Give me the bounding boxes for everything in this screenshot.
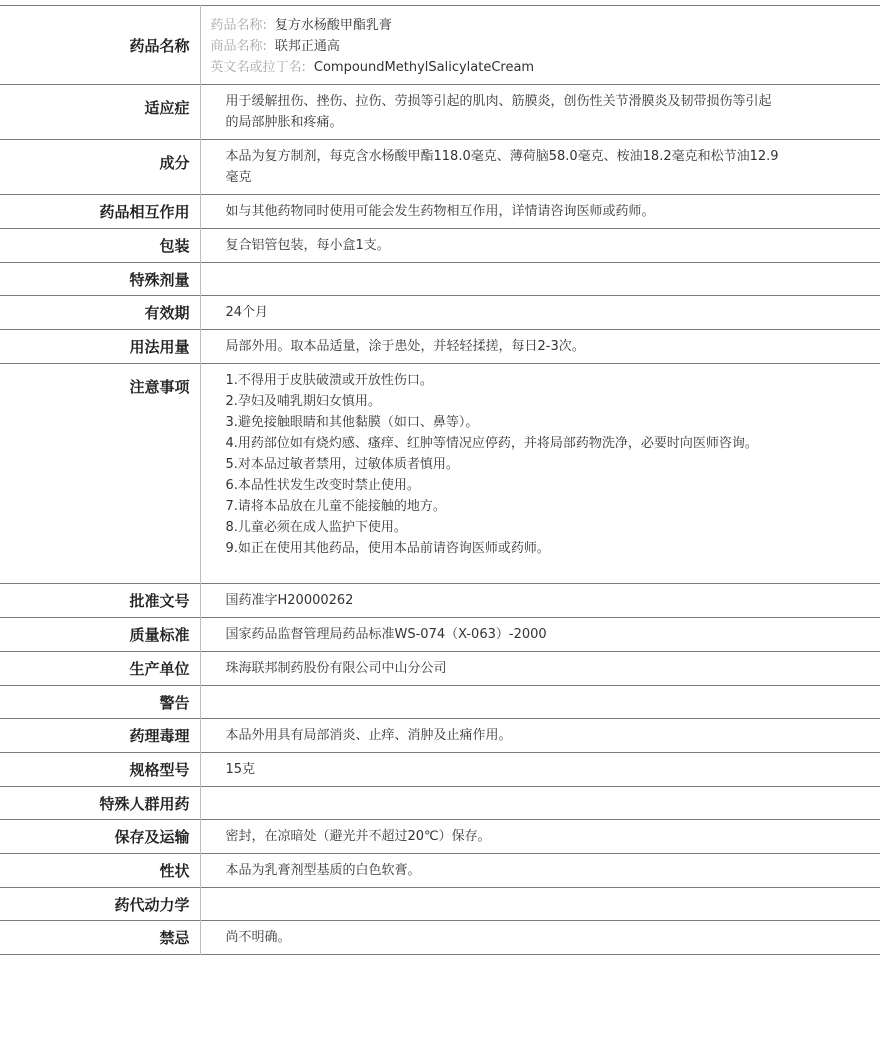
- drug-spec-table: [0, 5, 880, 955]
- row-interactions: [0, 195, 880, 229]
- row-value-precautions: [200, 364, 880, 584]
- row-value-storage: 密封，在凉暗处（避光并不超过20℃）保存。: [225, 829, 491, 844]
- row-storage: [0, 820, 880, 854]
- precaution-item: 8.儿童必须在成人监护下使用。: [225, 520, 407, 535]
- row-label-pharmacokinetics: 药代动力学: [0, 888, 200, 921]
- row-value-manufacturer: 珠海联邦制药股份有限公司中山分公司: [225, 661, 447, 676]
- row-label-quality-standard: 质量标准: [0, 618, 200, 652]
- precaution-item: 9.如正在使用其他药品，使用本品前请咨询医师或药师。: [225, 541, 550, 556]
- row-value-product-names: [200, 6, 880, 85]
- row-label-special-dosage: 特殊剂量: [0, 263, 200, 296]
- row-label-interactions: 药品相互作用: [0, 195, 200, 229]
- row-value-pharmacokinetics: [200, 888, 880, 921]
- precaution-item: 3.避免接触眼睛和其他黏膜（如口、鼻等）。: [225, 415, 479, 430]
- row-value-specification: 15克: [225, 762, 256, 777]
- row-value-ingredients: 本品为复方制剂，每克含水杨酸甲酯118.0毫克、薄荷脑58.0毫克、桉油18.2毫克和松节油12.9毫克: [225, 149, 779, 185]
- trade-name-line: [211, 36, 781, 57]
- generic-name-label: 药品名称:: [210, 18, 267, 33]
- row-value-contraindications: 尚不明确。: [225, 930, 291, 945]
- row-pharmacokinetics: [0, 888, 880, 921]
- row-manufacturer: [0, 652, 880, 686]
- row-label-product-names: 药品名称: [0, 6, 200, 85]
- row-precautions: [0, 364, 880, 584]
- row-value-special-populations: [200, 787, 880, 820]
- row-warning: [0, 686, 880, 719]
- row-label-contraindications: 禁忌: [0, 921, 200, 955]
- row-label-approval-number: 批准文号: [0, 584, 200, 618]
- row-shelf-life: [0, 296, 880, 330]
- precaution-item: 6.本品性状发生改变时禁止使用。: [225, 478, 420, 493]
- trade-name-value: 联邦正通高: [274, 39, 340, 54]
- row-label-pharmacology-toxicology: 药理毒理: [0, 719, 200, 753]
- row-quality-standard: [0, 618, 880, 652]
- row-approval-number: [0, 584, 880, 618]
- row-value-special-dosage: [200, 263, 880, 296]
- row-label-indications: 适应症: [0, 85, 200, 140]
- row-usage: [0, 330, 880, 364]
- precaution-item: 5.对本品过敏者禁用，过敏体质者慎用。: [225, 457, 459, 472]
- precaution-item: 7.请将本品放在儿童不能接触的地方。: [225, 499, 446, 514]
- precaution-item: 4.用药部位如有烧灼感、瘙痒、红肿等情况应停药，并将局部药物洗净，必要时向医师咨询。: [225, 436, 758, 451]
- row-label-usage: 用法用量: [0, 330, 200, 364]
- row-value-interactions: 如与其他药物同时使用可能会发生药物相互作用，详情请咨询医师或药师。: [225, 204, 655, 219]
- row-product-names: [0, 6, 880, 85]
- english-name-line: [211, 57, 781, 78]
- precaution-item: 1.不得用于皮肤破溃或开放性伤口。: [225, 373, 433, 388]
- row-label-manufacturer: 生产单位: [0, 652, 200, 686]
- row-value-appearance: 本品为乳膏剂型基质的白色软膏。: [225, 863, 421, 878]
- row-special-populations: [0, 787, 880, 820]
- english-name-value: CompoundMethylSalicylateCream: [313, 60, 535, 75]
- row-value-warning: [200, 686, 880, 719]
- row-ingredients: [0, 140, 880, 195]
- row-contraindications: [0, 921, 880, 955]
- precaution-item: 2.孕妇及哺乳期妇女慎用。: [225, 394, 381, 409]
- generic-name-value: 复方水杨酸甲酯乳膏: [274, 18, 392, 33]
- row-pharmacology-toxicology: [0, 719, 880, 753]
- trade-name-label: 商品名称:: [210, 39, 267, 54]
- row-specification: [0, 753, 880, 787]
- row-label-appearance: 性状: [0, 854, 200, 888]
- row-value-packaging: 复合铝管包装，每小盒1支。: [225, 238, 390, 253]
- row-special-dosage: [0, 263, 880, 296]
- row-label-packaging: 包装: [0, 229, 200, 263]
- english-name-label: 英文名或拉丁名:: [210, 60, 306, 75]
- row-label-shelf-life: 有效期: [0, 296, 200, 330]
- row-value-approval-number: 国药准字H20000262: [225, 593, 354, 608]
- row-label-ingredients: 成分: [0, 140, 200, 195]
- row-value-indications: 用于缓解扭伤、挫伤、拉伤、劳损等引起的肌肉、筋膜炎，创伤性关节滑膜炎及韧带损伤等引起的局部肿胀和疼痛。: [225, 94, 772, 130]
- row-label-storage: 保存及运输: [0, 820, 200, 854]
- generic-name-line: [211, 15, 781, 36]
- row-appearance: [0, 854, 880, 888]
- row-value-usage: 局部外用。取本品适量，涂于患处，并轻轻揉搓，每日2-3次。: [225, 339, 585, 354]
- row-packaging: [0, 229, 880, 263]
- row-value-quality-standard: 国家药品监督管理局药品标准WS-074（X-063）-2000: [225, 627, 547, 642]
- row-label-special-populations: 特殊人群用药: [0, 787, 200, 820]
- row-label-warning: 警告: [0, 686, 200, 719]
- row-indications: [0, 85, 880, 140]
- row-value-pharmacology-toxicology: 本品外用具有局部消炎、止痒、消肿及止痛作用。: [225, 728, 512, 743]
- row-label-precautions: 注意事项: [0, 364, 200, 584]
- row-label-specification: 规格型号: [0, 753, 200, 787]
- row-value-shelf-life: 24个月: [225, 305, 269, 320]
